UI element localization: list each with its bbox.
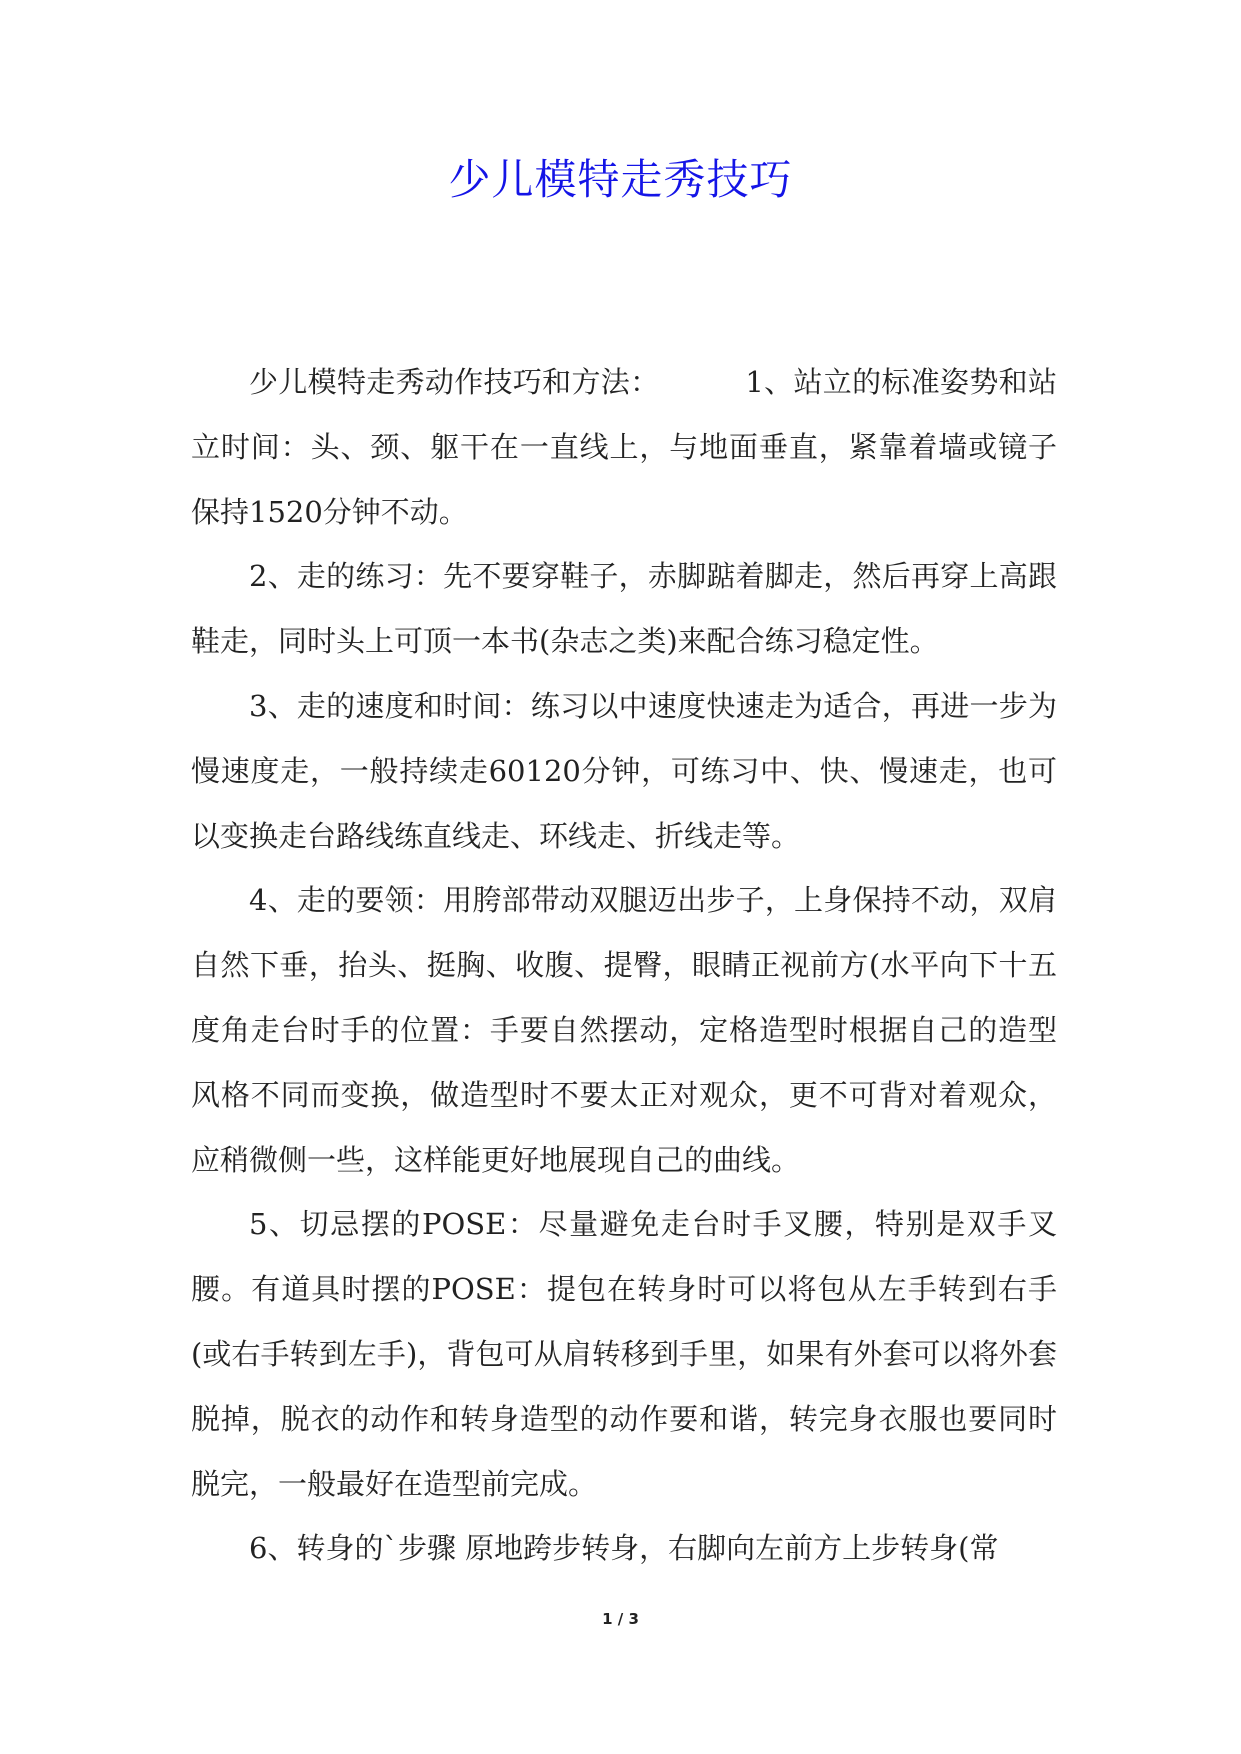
paragraph-walking-essentials: 4、走的要领：用胯部带动双腿迈出步子，上身保持不动，双肩自然下垂，抬头、挺胸、收腹、提臀，眼睛正视前方(水平向下十五度角走台时手的位置：手要自然摆动，定格造型时根据自己的造型风格不同而变换，做造型时不要太正对观众，更不可背对着观众，应稍微侧一些，这样能更好地展现自己的曲线。 bbox=[191, 883, 1057, 1177]
paragraph-walking-speed: 3、走的速度和时间：练习以中速度快速走为适合，再进一步为慢速度走，一般持续走60120分钟，可练习中、快、慢速走，也可以变换走台路线练直线走、环线走、折线走等。 bbox=[191, 688, 1057, 853]
intro-lead-text: 少儿模特走秀动作技巧和方法： bbox=[249, 365, 660, 399]
document-title: 少儿模特走秀技巧 bbox=[448, 155, 793, 204]
paragraph-pose-taboos: 5、切忌摆的POSE：尽量避免走台时手叉腰，特别是双手叉腰。有道具时摆的POSE：提包在转身时可以将包从左手转到右手(或右手转到左手)，背包可从肩转移到手里，如果有外套可以将外套脱掉，脱衣的动作和转身造型的动作要和谐，转完身衣服也要同时脱完，一般最好在造型前完成。 bbox=[191, 1207, 1057, 1501]
paragraph-intro bbox=[191, 350, 1057, 544]
intro-rest-text: 1、站立的标准姿势和站立时间：头、颈、躯干在一直线上，与地面垂直，紧靠着墙或镜子保持1520分钟不动。 bbox=[191, 365, 1057, 529]
paragraph-walking-practice: 2、走的练习：先不要穿鞋子，赤脚踮着脚走，然后再穿上高跟鞋走，同时头上可顶一本书(杂志之类)来配合练习稳定性。 bbox=[191, 559, 1057, 659]
page-number: 1 / 3 bbox=[602, 1610, 639, 1628]
document-body bbox=[191, 350, 1057, 1581]
paragraph-turning-steps: 6、转身的`步骤 原地跨步转身，右脚向左前方上步转身(常 bbox=[249, 1531, 999, 1566]
